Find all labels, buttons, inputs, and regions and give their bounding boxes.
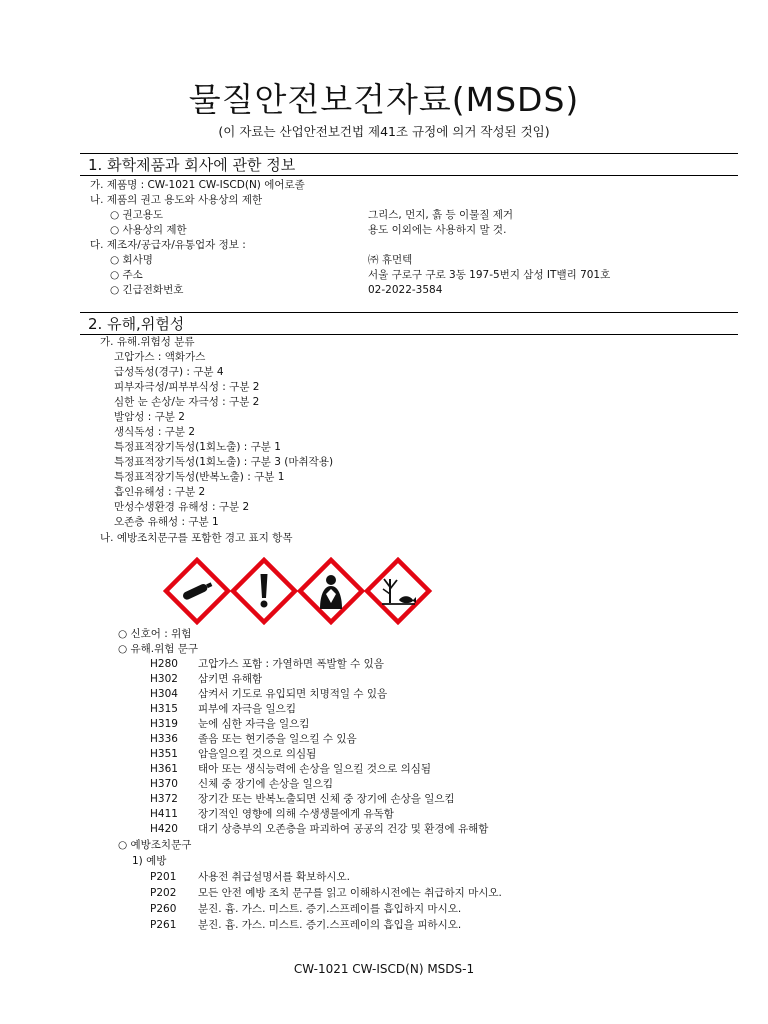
hazard-statement: H336 졸음 또는 현기증을 일으킬 수 있음 bbox=[150, 733, 357, 745]
hazard-statement: H319 눈에 심한 자극을 일으킴 bbox=[150, 718, 310, 730]
use-heading: 나. 제품의 권고 용도와 사용상의 제한 bbox=[90, 194, 263, 206]
phone-label: ○ 긴급전화번호 bbox=[110, 284, 184, 296]
classification-item: 생식독성 : 구분 2 bbox=[114, 426, 196, 438]
health-hazard-icon bbox=[300, 560, 362, 622]
precaution-heading: ○ 예방조치문구 bbox=[118, 839, 192, 851]
recommended-use-label: ○ 권고용도 bbox=[110, 209, 164, 221]
classification-item: 만성수생환경 유해성 : 구분 2 bbox=[114, 501, 250, 513]
hazard-statement: H280 고압가스 포함 : 가열하면 폭발할 수 있음 bbox=[150, 658, 384, 670]
section-1-heading: 1. 화학제품과 회사에 관한 정보 bbox=[80, 153, 738, 176]
classification-item: 발암성 : 구분 2 bbox=[114, 411, 185, 423]
page-footer: CW-1021 CW-ISCD(N) MSDS-1 bbox=[293, 962, 475, 976]
company-label: ○ 회사명 bbox=[110, 254, 153, 266]
classification-item: 특정표적장기독성(1회노출) : 구분 1 bbox=[114, 441, 281, 453]
hazard-statement: H372 장기간 또는 반복노출되면 신체 중 장기에 손상을 일으킴 bbox=[150, 793, 455, 805]
environment-icon bbox=[367, 560, 429, 622]
hazard-statement: H351 암을일으킬 것으로 의심됨 bbox=[150, 748, 317, 760]
classification-heading: 가. 유해.위험성 분류 bbox=[100, 336, 195, 348]
restriction-value: 용도 이외에는 사용하지 말 것. bbox=[368, 224, 507, 236]
precaution-statement: P201 사용전 취급설명서를 확보하시오. bbox=[150, 871, 351, 883]
classification-item: 고압가스 : 액화가스 bbox=[114, 351, 206, 363]
hazard-statements-heading: ○ 유해.위험 문구 bbox=[118, 643, 199, 655]
label-heading: 나. 예방조치문구를 포함한 경고 표지 항목 bbox=[100, 532, 293, 544]
hazard-statement: H370 신체 중 장기에 손상을 일으킴 bbox=[150, 778, 334, 790]
precaution-statement: P261 분진. 흄. 가스. 미스트. 증기.스프레이의 흡입을 피하시오. bbox=[150, 919, 462, 931]
address-label: ○ 주소 bbox=[110, 269, 143, 281]
hazard-statement: H302 삼키면 유해함 bbox=[150, 673, 263, 685]
section-2-heading: 2. 유해,위험성 bbox=[80, 312, 738, 335]
company-value: ㈜ 휴먼텍 bbox=[368, 254, 413, 266]
document-title: 물질안전보건자료(MSDS) bbox=[188, 80, 580, 119]
signal-word: ○ 신호어 : 위험 bbox=[118, 628, 192, 640]
precaution-statement: P260 분진. 흄. 가스. 미스트. 증기.스프레이를 흡입하지 마시오. bbox=[150, 903, 462, 915]
classification-item: 흡인유해성 : 구분 2 bbox=[114, 486, 206, 498]
hazard-statement: H361 태아 또는 생식능력에 손상을 일으킬 것으로 의심됨 bbox=[150, 763, 432, 775]
classification-item: 심한 눈 손상/눈 자극성 : 구분 2 bbox=[114, 396, 260, 408]
supplier-heading: 다. 제조자/공급자/유통업자 정보 : bbox=[90, 239, 246, 251]
document-subtitle: (이 자료는 산업안전보건법 제41조 규정에 의거 작성된 것임) bbox=[218, 124, 550, 139]
classification-item: 오존층 유해성 : 구분 1 bbox=[114, 516, 219, 528]
precaution-statement: P202 모든 안전 예방 조치 문구를 읽고 이해하시전에는 취급하지 마시오. bbox=[150, 887, 502, 899]
prevention-heading: 1) 예방 bbox=[132, 855, 167, 867]
hazard-statement: H304 삼켜서 기도로 유입되면 치명적일 수 있음 bbox=[150, 688, 388, 700]
ghs-pictograms bbox=[163, 557, 433, 625]
recommended-use-value: 그리스, 먼지, 흙 등 이물질 제거 bbox=[368, 209, 514, 221]
phone-value: 02-2022-3584 bbox=[368, 284, 443, 296]
classification-item: 피부자극성/피부부식성 : 구분 2 bbox=[114, 381, 260, 393]
hazard-statement: H420 대기 상층부의 오존층을 파괴하여 공공의 건강 및 환경에 유해함 bbox=[150, 823, 489, 835]
restriction-label: ○ 사용상의 제한 bbox=[110, 224, 187, 236]
classification-item: 급성독성(경구) : 구분 4 bbox=[114, 366, 224, 378]
hazard-statement: H411 장기적인 영향에 의해 수생생물에게 유독함 bbox=[150, 808, 394, 820]
classification-item: 특정표적장기독성(반복노출) : 구분 1 bbox=[114, 471, 285, 483]
address-value: 서울 구로구 구로 3동 197-5번지 삼성 IT밸리 701호 bbox=[368, 269, 611, 281]
gas-cylinder-icon bbox=[166, 560, 228, 622]
product-name: 가. 제품명 : CW-1021 CW-ISCD(N) 에어로졸 bbox=[90, 179, 305, 191]
hazard-statement: H315 피부에 자극을 일으킴 bbox=[150, 703, 296, 715]
classification-item: 특정표적장기독성(1회노출) : 구분 3 (마취작용) bbox=[114, 456, 334, 468]
exclamation-mark-icon bbox=[233, 560, 295, 622]
